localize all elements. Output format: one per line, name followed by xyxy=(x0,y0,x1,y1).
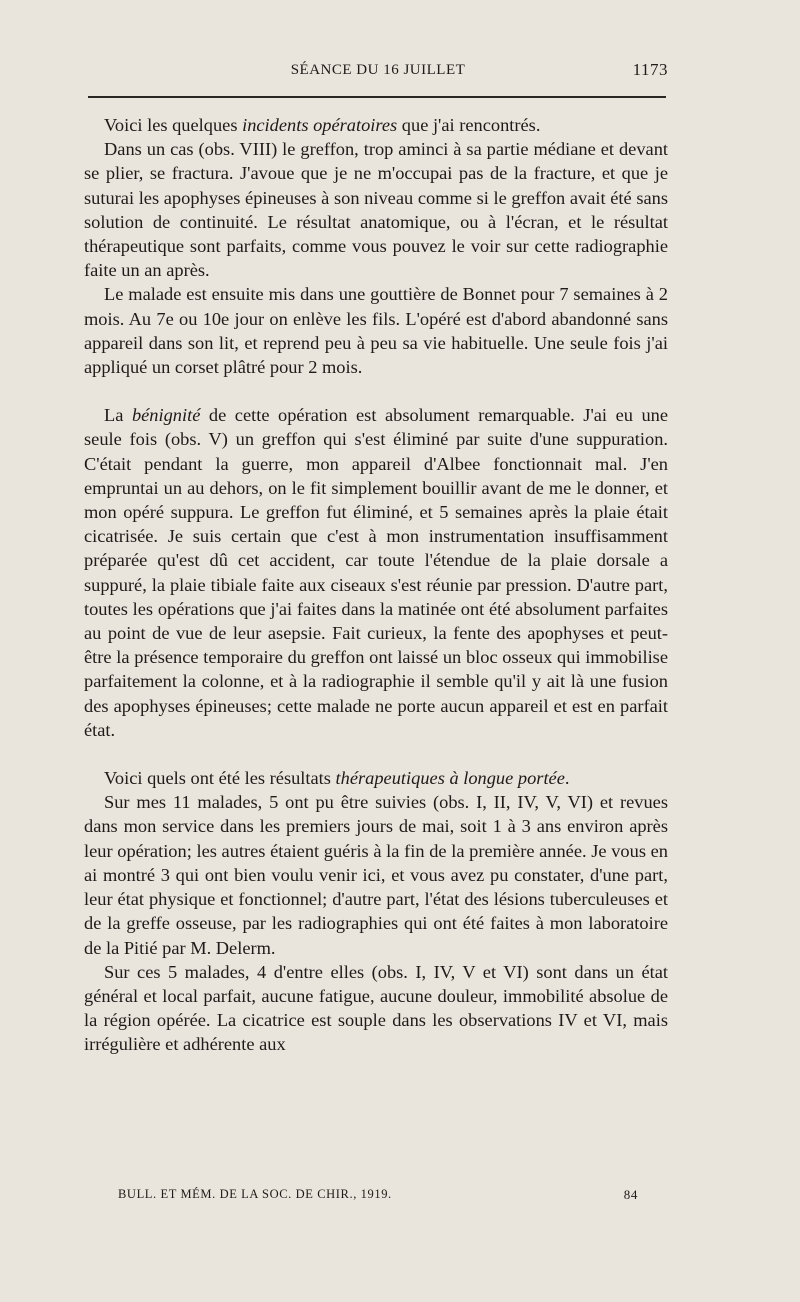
header-rule xyxy=(88,96,666,98)
running-title: SÉANCE DU 16 JUILLET xyxy=(290,62,466,78)
paragraph-postop-care: Le malade est ensuite mis dans une gouttière de Bonnet pour 7 semaines à 2 mois. Au 7e ou 10e jour on enlève les fils. L'opéré est d'abord abandonné sans appareil dans son lit, et reprend peu à peu sa vie habituelle. Une seule fois j'ai appliqué un corset plâtré pour 2 mois. xyxy=(84,284,668,378)
running-header xyxy=(88,62,668,84)
italic-phrase: bénignité xyxy=(131,405,201,426)
paragraph-benignity: La bénignité de cette opération est absolument remarquable. J'ai eu une seule fois (obs. V) un greffon qui s'est éliminé par suite d'une suppuration. C'était pendant la guerre, mon appareil d'Albee fonctionnait mal. J'en empruntai un au dehors, on le fit simplement bouillir avant de me le donner, et mon opéré suppura. Le greffon fut éliminé, et 5 semaines après la plaie était cicatrisée. Je suis certain que c'est à mon instrumentation insuffisamment préparée qu'est dû cet accident, car toute l'étendue de la plaie dorsale a suppuré, la plaie tibiale faite aux ciseaux s'est réunie par pression. D'autre part, toutes les opérations que j'ai faites dans la matinée ont été absolument parfaites au point de vue de leur asepsie. Fait curieux, la fente des apophyses et peut-être la présence temporaire du greffon ont laissé un bloc osseux qui immobilise parfaitement la colonne, et à la radiographie il semble qu'il y ait là une fusion des apophyses épineuses; cette malade ne porte aucun appareil et est en parfait état. xyxy=(84,405,669,740)
paragraph-results-intro: Voici quels ont été les résultats thérapeutiques à longue portée. xyxy=(104,768,570,789)
italic-phrase: thérapeutiques à longue portée xyxy=(335,768,565,789)
page-footer xyxy=(118,1187,638,1207)
paragraph-followup: Sur mes 11 malades, 5 ont pu être suivies (obs. I, II, IV, V, VI) et revues dans mon service dans les premiers jours de mai, soit 1 à 3 ans environ après leur opération; les autres étaient guéris à la fin de la première année. Je vous en ai montré 3 qui ont bien voulu venir ici, et vous avez pu constater, d'une part, leur état physique et fonctionnel; d'autre part, l'état des lésions tuberculeuses et de la greffe osseuse, par les radiographies qui ont été faites à mon laboratoire de la Pitié par M. Delerm. xyxy=(84,792,668,958)
paragraph-fracture-case: Dans un cas (obs. VIII) le greffon, trop aminci à sa partie médiane et devant se plier, se fractura. J'avoue que je ne m'occupai pas de la fracture, et que je suturai les apophyses épineuses à son niveau comme si le greffon avait été sans solution de continuité. Le résultat anatomique, ou à l'écran, et le résultat thérapeutique sont parfaits, comme vous pouvez le voir sur cette radiographie faite un an après. xyxy=(84,139,668,281)
journal-reference: BULL. ET MÉM. DE LA SOC. DE CHIR., 1919. xyxy=(118,1187,392,1201)
paragraph-incidents: Voici les quelques incidents opératoires que j'ai rencontrés. xyxy=(104,115,541,135)
body-text xyxy=(84,113,668,1057)
page-number: 1173 xyxy=(632,60,668,79)
signature-mark: 84 xyxy=(623,1187,638,1202)
paragraph-outcomes: Sur ces 5 malades, 4 d'entre elles (obs. I, IV, V et VI) sont dans un état général et local parfait, aucune fatigue, aucune douleur, immobilité absolue de la région opérée. La cicatrice est souple dans les observations IV et VI, mais irrégulière et adhérente aux xyxy=(84,961,668,1055)
italic-phrase: incidents opératoires xyxy=(242,115,398,135)
